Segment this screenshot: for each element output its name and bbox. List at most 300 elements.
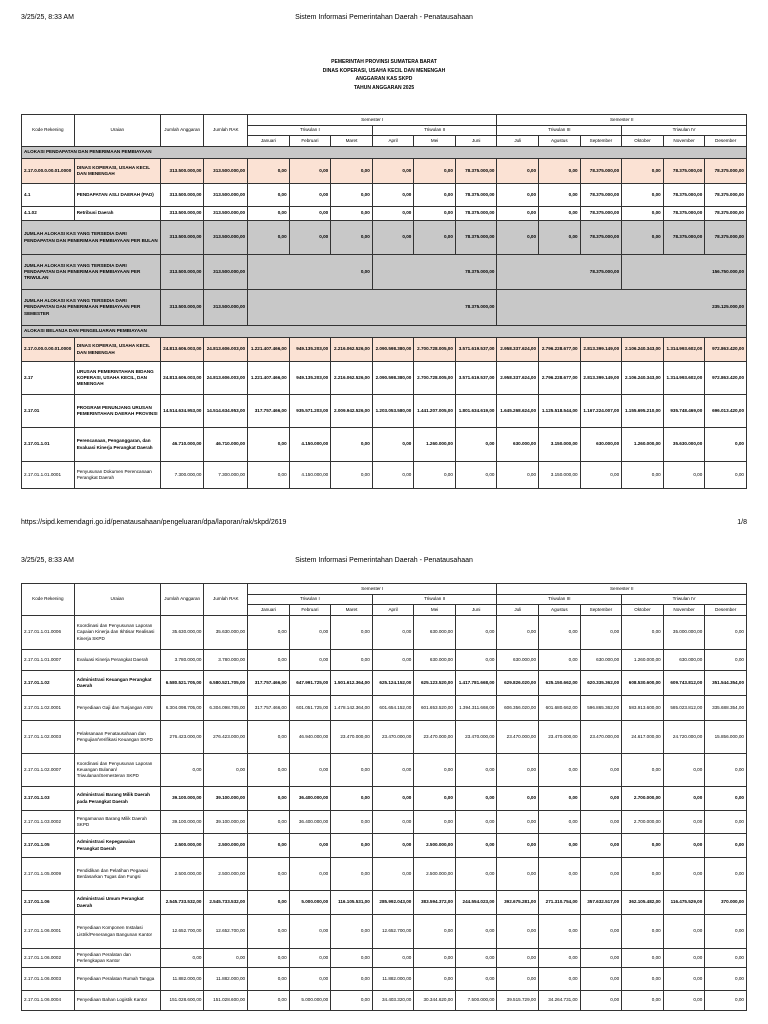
cell-uraian: DINAS KOPERASI, USAHA KECIL DAN MENENGAH bbox=[74, 338, 160, 362]
cell-value: 0,00 bbox=[663, 858, 705, 891]
section-label: ALOKASI BELANJA DAN PENGELUARAN PEMBIAYAAN bbox=[22, 326, 747, 338]
table-row bbox=[22, 671, 747, 696]
row-alokasi-triwulan bbox=[22, 255, 747, 290]
cell-value: 0,00 bbox=[372, 811, 414, 834]
cell-value: 0,00 bbox=[414, 915, 456, 949]
col-head-month: Agustus bbox=[539, 605, 581, 616]
cell-value: 0,00 bbox=[372, 462, 414, 489]
cell-value: 7.300.000,00 bbox=[204, 462, 248, 489]
cell-value: 0,00 bbox=[580, 915, 622, 949]
cell-value: 357.632.517,00 bbox=[580, 891, 622, 915]
cell-value: 0,00 bbox=[248, 787, 290, 811]
col-head-semester-2: Semester II bbox=[497, 115, 747, 126]
col-head-triwulan: Triwulan III bbox=[497, 126, 622, 136]
cell-value: 2.009.942.526,00 bbox=[331, 395, 373, 428]
col-head-month: Juli bbox=[497, 605, 539, 616]
cell-uraian: Penyediaan Peralatan Rumah Tangga bbox=[74, 968, 160, 991]
cell-value: 0,00 bbox=[331, 428, 373, 462]
cell-value: 0,00 bbox=[414, 207, 456, 221]
cell-value: 0,00 bbox=[622, 221, 664, 255]
cell-value: 35.630.000,00 bbox=[663, 428, 705, 462]
cell-value: 1.167.224.007,00 bbox=[580, 395, 622, 428]
cell-value: 0,00 bbox=[663, 915, 705, 949]
cell-value: 46.940.000,00 bbox=[289, 721, 331, 754]
cell-value: 0,00 bbox=[580, 811, 622, 834]
cell-value: 313.500.000,00 bbox=[160, 184, 204, 207]
cell-value: 0,00 bbox=[580, 991, 622, 1011]
table-row bbox=[22, 395, 747, 428]
cell-value: 3.150.000,00 bbox=[539, 462, 581, 489]
table-row bbox=[22, 338, 747, 362]
section-label: ALOKASI PENDAPATAN DAN PENERIMAAN PEMBIAYAAN bbox=[22, 147, 747, 159]
cell-value: 0,00 bbox=[289, 616, 331, 650]
cell-value: 313.500.000,00 bbox=[160, 221, 204, 255]
table-row bbox=[22, 362, 747, 395]
col-head-triwulan: Triwulan I bbox=[248, 595, 373, 605]
col-head-month: April bbox=[372, 136, 414, 147]
cell-value: 0,00 bbox=[580, 949, 622, 968]
cell-value: 601.653.520,00 bbox=[414, 696, 456, 721]
cell-value: 39.100.000,00 bbox=[160, 787, 204, 811]
cell-value: 0,00 bbox=[539, 787, 581, 811]
cell-value: 0,00 bbox=[497, 221, 539, 255]
cell-value: 0,00 bbox=[455, 428, 497, 462]
cell-value: 0,00 bbox=[497, 462, 539, 489]
cell-value: 0,00 bbox=[705, 428, 747, 462]
cell-uraian: Penyediaan Bahan Logistik Kantor bbox=[74, 991, 160, 1011]
cell-value: 0,00 bbox=[289, 858, 331, 891]
cell-value: 78.375.000,00 bbox=[705, 159, 747, 184]
cell-value: 24.813.606.003,00 bbox=[204, 362, 248, 395]
cell-value: 78.375.000,00 bbox=[455, 207, 497, 221]
table-row bbox=[22, 787, 747, 811]
cell-value: 36.400.000,00 bbox=[289, 787, 331, 811]
cell-value: 0,00 bbox=[497, 184, 539, 207]
cell-value: 0,00 bbox=[580, 834, 622, 858]
cell-value: 0,00 bbox=[248, 754, 290, 787]
cell-value: 2.500.000,00 bbox=[160, 858, 204, 891]
cell-value: 0,00 bbox=[248, 968, 290, 991]
cell-value: 0,00 bbox=[248, 858, 290, 891]
cell-value: 0,00 bbox=[414, 787, 456, 811]
cell-value: 601.051.725,00 bbox=[289, 696, 331, 721]
cell-value: 0,00 bbox=[497, 754, 539, 787]
col-head-month: Januari bbox=[248, 136, 290, 147]
cell-value: 4.150.000,00 bbox=[289, 462, 331, 489]
cell-value: 1.501.612.364,00 bbox=[331, 671, 373, 696]
cell-value: 3.150.000,00 bbox=[539, 428, 581, 462]
cell-value: 0,00 bbox=[248, 428, 290, 462]
cell-value: 0,00 bbox=[372, 616, 414, 650]
cell-value: 39.100.000,00 bbox=[160, 811, 204, 834]
col-head-month: September bbox=[580, 136, 622, 147]
cell-value: 0,00 bbox=[622, 207, 664, 221]
cell-value: 0,00 bbox=[539, 184, 581, 207]
cell-value: 78.375.000,00 bbox=[580, 159, 622, 184]
cell-value: 0,00 bbox=[455, 787, 497, 811]
cell-value: 0,00 bbox=[497, 811, 539, 834]
cell-value: 0,00 bbox=[289, 968, 331, 991]
cell-value: 11.882.000,00 bbox=[160, 968, 204, 991]
table-row bbox=[22, 221, 747, 255]
cell-value: 630.000,00 bbox=[580, 650, 622, 671]
cell-value: 0,00 bbox=[372, 949, 414, 968]
cell-value: 1.221.407.466,00 bbox=[248, 362, 290, 395]
cell-value: 2.700.000,00 bbox=[622, 811, 664, 834]
cell-value: 972.863.420,00 bbox=[705, 362, 747, 395]
cell-value: 0,00 bbox=[455, 949, 497, 968]
cell-value: 2.700.000,00 bbox=[622, 787, 664, 811]
cell-kode: 2.17.0.00.0.00.01.0000 bbox=[22, 338, 75, 362]
cell-value: 34.264.731,00 bbox=[539, 991, 581, 1011]
cell-value: 0,00 bbox=[331, 650, 373, 671]
cell-value: 0,00 bbox=[248, 891, 290, 915]
cell-value: 24.617.000,00 bbox=[622, 721, 664, 754]
cell-value: 0,00 bbox=[622, 834, 664, 858]
cell-value: 0,00 bbox=[414, 754, 456, 787]
col-head-jumlah-anggaran: Jumlah Anggaran bbox=[160, 115, 204, 147]
cell-value: 1.417.781.668,00 bbox=[455, 671, 497, 696]
cell-value: 2.106.240.343,00 bbox=[622, 362, 664, 395]
cell-value: 1.260.000,00 bbox=[414, 428, 456, 462]
cell-value: 0,00 bbox=[331, 754, 373, 787]
cell-value: 14.514.634.953,00 bbox=[204, 395, 248, 428]
cell-value: 78.375.000,00 bbox=[455, 159, 497, 184]
cell-kode: 2.17.01.1.06.0003 bbox=[22, 968, 75, 991]
cell-kode: 2.17.01.1.02.0007 bbox=[22, 754, 75, 787]
cell-value: 23.470.000,00 bbox=[331, 721, 373, 754]
cell-value: 156.750.000,00 bbox=[622, 255, 747, 290]
cell-value: 0,00 bbox=[455, 462, 497, 489]
cell-value: 949.135.203,00 bbox=[289, 362, 331, 395]
cell-value: 601.654.152,00 bbox=[372, 696, 414, 721]
cell-value: 0,00 bbox=[705, 650, 747, 671]
cell-kode: 4.1 bbox=[22, 184, 75, 207]
table-row bbox=[22, 696, 747, 721]
cell-value: 151.028.600,00 bbox=[204, 991, 248, 1011]
cell-value: 0,00 bbox=[622, 949, 664, 968]
cell-value: 0,00 bbox=[414, 184, 456, 207]
cell-kode: 2.17.01.1.02.0001 bbox=[22, 696, 75, 721]
cell-value: 12.652.700,00 bbox=[160, 915, 204, 949]
table-row bbox=[22, 754, 747, 787]
cell-value: 2.958.337.624,00 bbox=[497, 338, 539, 362]
col-head-month: Mei bbox=[414, 605, 456, 616]
cell-value: 78.375.000,00 bbox=[580, 221, 622, 255]
document-titles bbox=[0, 58, 768, 92]
col-head-month: Desember bbox=[705, 136, 747, 147]
doc-title-line1: PEMERINTAH PROVINSI SUMATERA BARAT bbox=[331, 59, 437, 65]
cell-value: 1.801.634.619,00 bbox=[455, 395, 497, 428]
cell-value: 313.500.000,00 bbox=[204, 255, 248, 290]
cell-value: 1.155.695.210,00 bbox=[622, 395, 664, 428]
header-row-semester bbox=[22, 115, 747, 126]
cell-value: 0,00 bbox=[455, 968, 497, 991]
cell-uraian: Koordinasi dan Penyusunan Laporan Keuangan Bulanan/ Triwulanan/Semesteran SKPD bbox=[74, 754, 160, 787]
cell-value: 35.000.000,00 bbox=[663, 616, 705, 650]
cell-kode: 2.17.01.1.06.0004 bbox=[22, 991, 75, 1011]
cell-value: 23.470.000,00 bbox=[455, 721, 497, 754]
cell-value: 3.780.000,00 bbox=[204, 650, 248, 671]
cell-value: 0,00 bbox=[455, 915, 497, 949]
cell-value: 0,00 bbox=[248, 811, 290, 834]
cell-value: 0,00 bbox=[204, 949, 248, 968]
col-head-month: Oktober bbox=[622, 136, 664, 147]
col-head-month: November bbox=[663, 605, 705, 616]
cell-value: 0,00 bbox=[539, 811, 581, 834]
cell-value: 35.630.000,00 bbox=[160, 616, 204, 650]
cell-value: 78.375.000,00 bbox=[663, 184, 705, 207]
col-head-kode: Kode Rekening bbox=[22, 584, 75, 616]
cell-value: 317.757.466,00 bbox=[248, 696, 290, 721]
cell-value: 2.500.000,00 bbox=[160, 834, 204, 858]
cell-kode: 2.17.01.1.06.0001 bbox=[22, 915, 75, 949]
cell-value: 0,00 bbox=[663, 787, 705, 811]
cell-value: 0,00 bbox=[580, 968, 622, 991]
col-head-triwulan: Triwulan IV bbox=[622, 595, 747, 605]
col-head-month: Desember bbox=[705, 605, 747, 616]
cell-value: 2.700.728.005,00 bbox=[414, 338, 456, 362]
cell-value: 0,00 bbox=[705, 858, 747, 891]
print-url[interactable]: https://sipd.kemendagri.go.id/penatausahaan/pengeluaran/dpa/laporan/rak/skpd/2619 bbox=[21, 519, 287, 526]
cell-value: 0,00 bbox=[414, 968, 456, 991]
cell-value: 2.796.228.677,00 bbox=[539, 362, 581, 395]
cell-value: 0,00 bbox=[539, 207, 581, 221]
cell-value: 0,00 bbox=[580, 787, 622, 811]
cell-value: 585.023.812,00 bbox=[663, 696, 705, 721]
cell-value: 0,00 bbox=[663, 968, 705, 991]
cell-value: 1.478.142.364,00 bbox=[331, 696, 373, 721]
cell-value: 0,00 bbox=[622, 915, 664, 949]
cell-uraian: Penyediaan Gaji dan Tunjangan ASN bbox=[74, 696, 160, 721]
cell-value: 0,00 bbox=[539, 159, 581, 184]
cell-uraian: URUSAN PEMERINTAHAN BIDANG KOPERASI, USAHA KECIL, DAN MENENGAH bbox=[74, 362, 160, 395]
cell-uraian: Pendidikan dan Pelatihan Pegawai Berdasarkan Tugas dan Fungsi bbox=[74, 858, 160, 891]
row-alokasi-semester bbox=[22, 290, 747, 326]
table-row bbox=[22, 991, 747, 1011]
cell-value: 630.000,00 bbox=[497, 650, 539, 671]
cell-value: 609.743.812,00 bbox=[663, 671, 705, 696]
site-title-page2: Sistem Informasi Pemerintahan Daerah - Penatausahaan bbox=[295, 557, 473, 564]
cell-value: 6.304.098.705,00 bbox=[204, 696, 248, 721]
cell-value: 0,00 bbox=[248, 255, 373, 290]
table-row bbox=[22, 159, 747, 184]
cell-value: 625.124.152,00 bbox=[372, 671, 414, 696]
col-head-month: Mei bbox=[414, 136, 456, 147]
cell-value: 629.826.020,00 bbox=[497, 671, 539, 696]
cell-value: 0,00 bbox=[331, 915, 373, 949]
cell-value: 370.000,00 bbox=[705, 891, 747, 915]
cell-value: 0,00 bbox=[622, 159, 664, 184]
cell-value: 0,00 bbox=[248, 991, 290, 1011]
cell-value: 0,00 bbox=[497, 915, 539, 949]
cell-value: 0,00 bbox=[331, 858, 373, 891]
cell-value: 1.645.268.624,00 bbox=[497, 395, 539, 428]
cell-value: 12.652.700,00 bbox=[372, 915, 414, 949]
cell-value: 313.500.000,00 bbox=[204, 221, 248, 255]
cell-value: 39.515.729,00 bbox=[497, 991, 539, 1011]
cell-value: 0,00 bbox=[248, 184, 290, 207]
cell-uraian: Evaluasi Kinerja Perangkat Daerah bbox=[74, 650, 160, 671]
cell-value: 335.688.354,00 bbox=[705, 696, 747, 721]
cell-value: 0,00 bbox=[372, 650, 414, 671]
site-title: Sistem Informasi Pemerintahan Daerah - Penatausahaan bbox=[295, 14, 473, 21]
cell-value: 0,00 bbox=[248, 915, 290, 949]
cell-kode: 2.17 bbox=[22, 362, 75, 395]
cell-value: 0,00 bbox=[455, 858, 497, 891]
cell-value: 0,00 bbox=[497, 159, 539, 184]
cell-value: 11.882.000,00 bbox=[372, 968, 414, 991]
cell-kode: 2.17.01 bbox=[22, 395, 75, 428]
cell-value: 15.856.000,00 bbox=[705, 721, 747, 754]
cell-value: 313.500.000,00 bbox=[204, 290, 248, 326]
cell-kode: 2.17.01.1.03 bbox=[22, 787, 75, 811]
cell-value: 6.580.521.705,00 bbox=[204, 671, 248, 696]
cell-value: 39.100.000,00 bbox=[204, 811, 248, 834]
cell-value: 23.470.000,00 bbox=[539, 721, 581, 754]
cell-kode: 2.17.0.00.0.00.01.0000 bbox=[22, 159, 75, 184]
cell-value: 23.470.000,00 bbox=[372, 721, 414, 754]
col-head-uraian: Uraian bbox=[74, 584, 160, 616]
cell-value: 78.375.000,00 bbox=[705, 184, 747, 207]
cell-value: 23.470.000,00 bbox=[497, 721, 539, 754]
cell-value: 0,00 bbox=[497, 616, 539, 650]
table-row bbox=[22, 462, 747, 489]
cell-value: 271.310.754,00 bbox=[539, 891, 581, 915]
col-head-uraian: Uraian bbox=[74, 115, 160, 147]
cell-uraian: Penyediaan Komponen Instalasi Listrik/Penerangan Bangunan Kantor bbox=[74, 915, 160, 949]
cell-value: 0,00 bbox=[289, 650, 331, 671]
cell-value: 0,00 bbox=[539, 858, 581, 891]
cell-value: 0,00 bbox=[705, 834, 747, 858]
cell-value: 596.865.362,00 bbox=[580, 696, 622, 721]
table-row bbox=[22, 834, 747, 858]
cell-uraian: Retribusi Daerah bbox=[74, 207, 160, 221]
cell-kode: 2.17.01.1.05 bbox=[22, 834, 75, 858]
cell-value: 935.748.469,00 bbox=[663, 395, 705, 428]
cell-value: 625.150.662,00 bbox=[539, 671, 581, 696]
cell-value: 35.630.000,00 bbox=[204, 616, 248, 650]
rak-table-page1 bbox=[21, 114, 747, 489]
cell-label: JUMLAH ALOKASI KAS YANG TERSEDIA DARI PENDAPATAN DAN PENERIMAAN PEMBIAYAAN PER BULAN bbox=[22, 221, 161, 255]
doc-title-line3: ANGGARAN KAS SKPD bbox=[355, 76, 413, 82]
cell-value: 0,00 bbox=[372, 221, 414, 255]
cell-value: 972.863.420,00 bbox=[705, 338, 747, 362]
cell-value: 0,00 bbox=[705, 462, 747, 489]
cell-value: 0,00 bbox=[414, 949, 456, 968]
cell-value: 317.757.466,00 bbox=[248, 395, 290, 428]
table-row bbox=[22, 616, 747, 650]
cell-value: 0,00 bbox=[372, 787, 414, 811]
cell-value: 0,00 bbox=[497, 968, 539, 991]
cell-value: 1.441.207.005,00 bbox=[414, 395, 456, 428]
cell-uraian: PROGRAM PENUNJANG URUSAN PEMERINTAHAN DAERAH PROVINSI bbox=[74, 395, 160, 428]
cell-value: 630.000,00 bbox=[414, 650, 456, 671]
cell-value: 0,00 bbox=[497, 207, 539, 221]
cell-value: 2.216.062.526,00 bbox=[331, 362, 373, 395]
col-head-month: Juni bbox=[455, 136, 497, 147]
cell-value: 2.106.240.343,00 bbox=[622, 338, 664, 362]
cell-value: 0,00 bbox=[289, 207, 331, 221]
cell-value: 5.000.000,00 bbox=[289, 891, 331, 915]
rak-table-page2 bbox=[21, 583, 747, 1011]
cell-value: 0,00 bbox=[663, 462, 705, 489]
col-head-month: Agustus bbox=[539, 136, 581, 147]
cell-kode: 4.1.02 bbox=[22, 207, 75, 221]
cell-value: 317.757.466,00 bbox=[248, 671, 290, 696]
cell-value: 0,00 bbox=[289, 834, 331, 858]
cell-value: 0,00 bbox=[414, 159, 456, 184]
cell-value: 0,00 bbox=[497, 949, 539, 968]
col-head-month: Januari bbox=[248, 605, 290, 616]
cell-value: 2.090.598.380,00 bbox=[372, 362, 414, 395]
cell-value: 78.375.000,00 bbox=[248, 290, 497, 326]
cell-value: 0,00 bbox=[289, 915, 331, 949]
cell-value: 0,00 bbox=[455, 811, 497, 834]
cell-kode: 2.17.01.1.03.0002 bbox=[22, 811, 75, 834]
cell-value: 0,00 bbox=[331, 949, 373, 968]
cell-value: 2.500.000,00 bbox=[204, 858, 248, 891]
cell-value: 313.500.000,00 bbox=[160, 255, 204, 290]
cell-label: JUMLAH ALOKASI KAS YANG TERSEDIA DARI PENDAPATAN DAN PENERIMAAN PEMBIAYAAN PER TRIWULAN bbox=[22, 255, 161, 290]
col-head-semester-1: Semester I bbox=[248, 115, 497, 126]
cell-value: 313.500.000,00 bbox=[204, 184, 248, 207]
cell-value: 0,00 bbox=[622, 754, 664, 787]
cell-value: 0,00 bbox=[539, 915, 581, 949]
cell-value: 2.700.728.005,00 bbox=[414, 362, 456, 395]
cell-label: JUMLAH ALOKASI KAS YANG TERSEDIA DARI PENDAPATAN DAN PENERIMAAN PEMBIAYAAN PER SEMESTER bbox=[22, 290, 161, 326]
table-row bbox=[22, 650, 747, 671]
cell-kode: 2.17.01.1.06.0002 bbox=[22, 949, 75, 968]
cell-value: 0,00 bbox=[289, 754, 331, 787]
col-head-kode: Kode Rekening bbox=[22, 115, 75, 147]
cell-value: 78.375.000,00 bbox=[580, 184, 622, 207]
cell-value: 0,00 bbox=[204, 754, 248, 787]
cell-value: 606.356.020,00 bbox=[497, 696, 539, 721]
col-head-month: September bbox=[580, 605, 622, 616]
cell-kode: 2.17.01.1.01 bbox=[22, 428, 75, 462]
table-row bbox=[22, 949, 747, 968]
doc-title-line4: TAHUN ANGGARAN 2025 bbox=[353, 84, 415, 91]
cell-value: 0,00 bbox=[372, 754, 414, 787]
cell-value: 6.580.521.705,00 bbox=[160, 671, 204, 696]
cell-value: 78.375.000,00 bbox=[705, 221, 747, 255]
cell-value: 0,00 bbox=[622, 184, 664, 207]
table-row bbox=[22, 428, 747, 462]
cell-value: 0,00 bbox=[539, 616, 581, 650]
cell-value: 0,00 bbox=[289, 949, 331, 968]
cell-value: 0,00 bbox=[705, 616, 747, 650]
cell-value: 392.675.281,00 bbox=[497, 891, 539, 915]
cell-value: 0,00 bbox=[248, 462, 290, 489]
cell-uraian: Administrasi Umum Perangkat Daerah bbox=[74, 891, 160, 915]
cell-value: 625.123.520,00 bbox=[414, 671, 456, 696]
cell-value: 30.344.620,00 bbox=[414, 991, 456, 1011]
cell-value: 0,00 bbox=[622, 462, 664, 489]
cell-value: 2.545.733.532,00 bbox=[160, 891, 204, 915]
table-row bbox=[22, 858, 747, 891]
cell-value: 2.813.399.149,00 bbox=[580, 362, 622, 395]
cell-value: 630.000,00 bbox=[414, 616, 456, 650]
cell-uraian: Administrasi Barang Milik Daerah pada Perangkat Daerah bbox=[74, 787, 160, 811]
section-belanja bbox=[22, 326, 747, 338]
cell-value: 696.013.420,00 bbox=[705, 395, 747, 428]
cell-value: 78.375.000,00 bbox=[663, 221, 705, 255]
cell-value: 0,00 bbox=[705, 811, 747, 834]
cell-value: 0,00 bbox=[622, 616, 664, 650]
col-head-month: Juli bbox=[497, 136, 539, 147]
doc-title-line2: DINAS KOPERASI, USAHA KECIL DAN MENENGAH bbox=[322, 67, 446, 74]
